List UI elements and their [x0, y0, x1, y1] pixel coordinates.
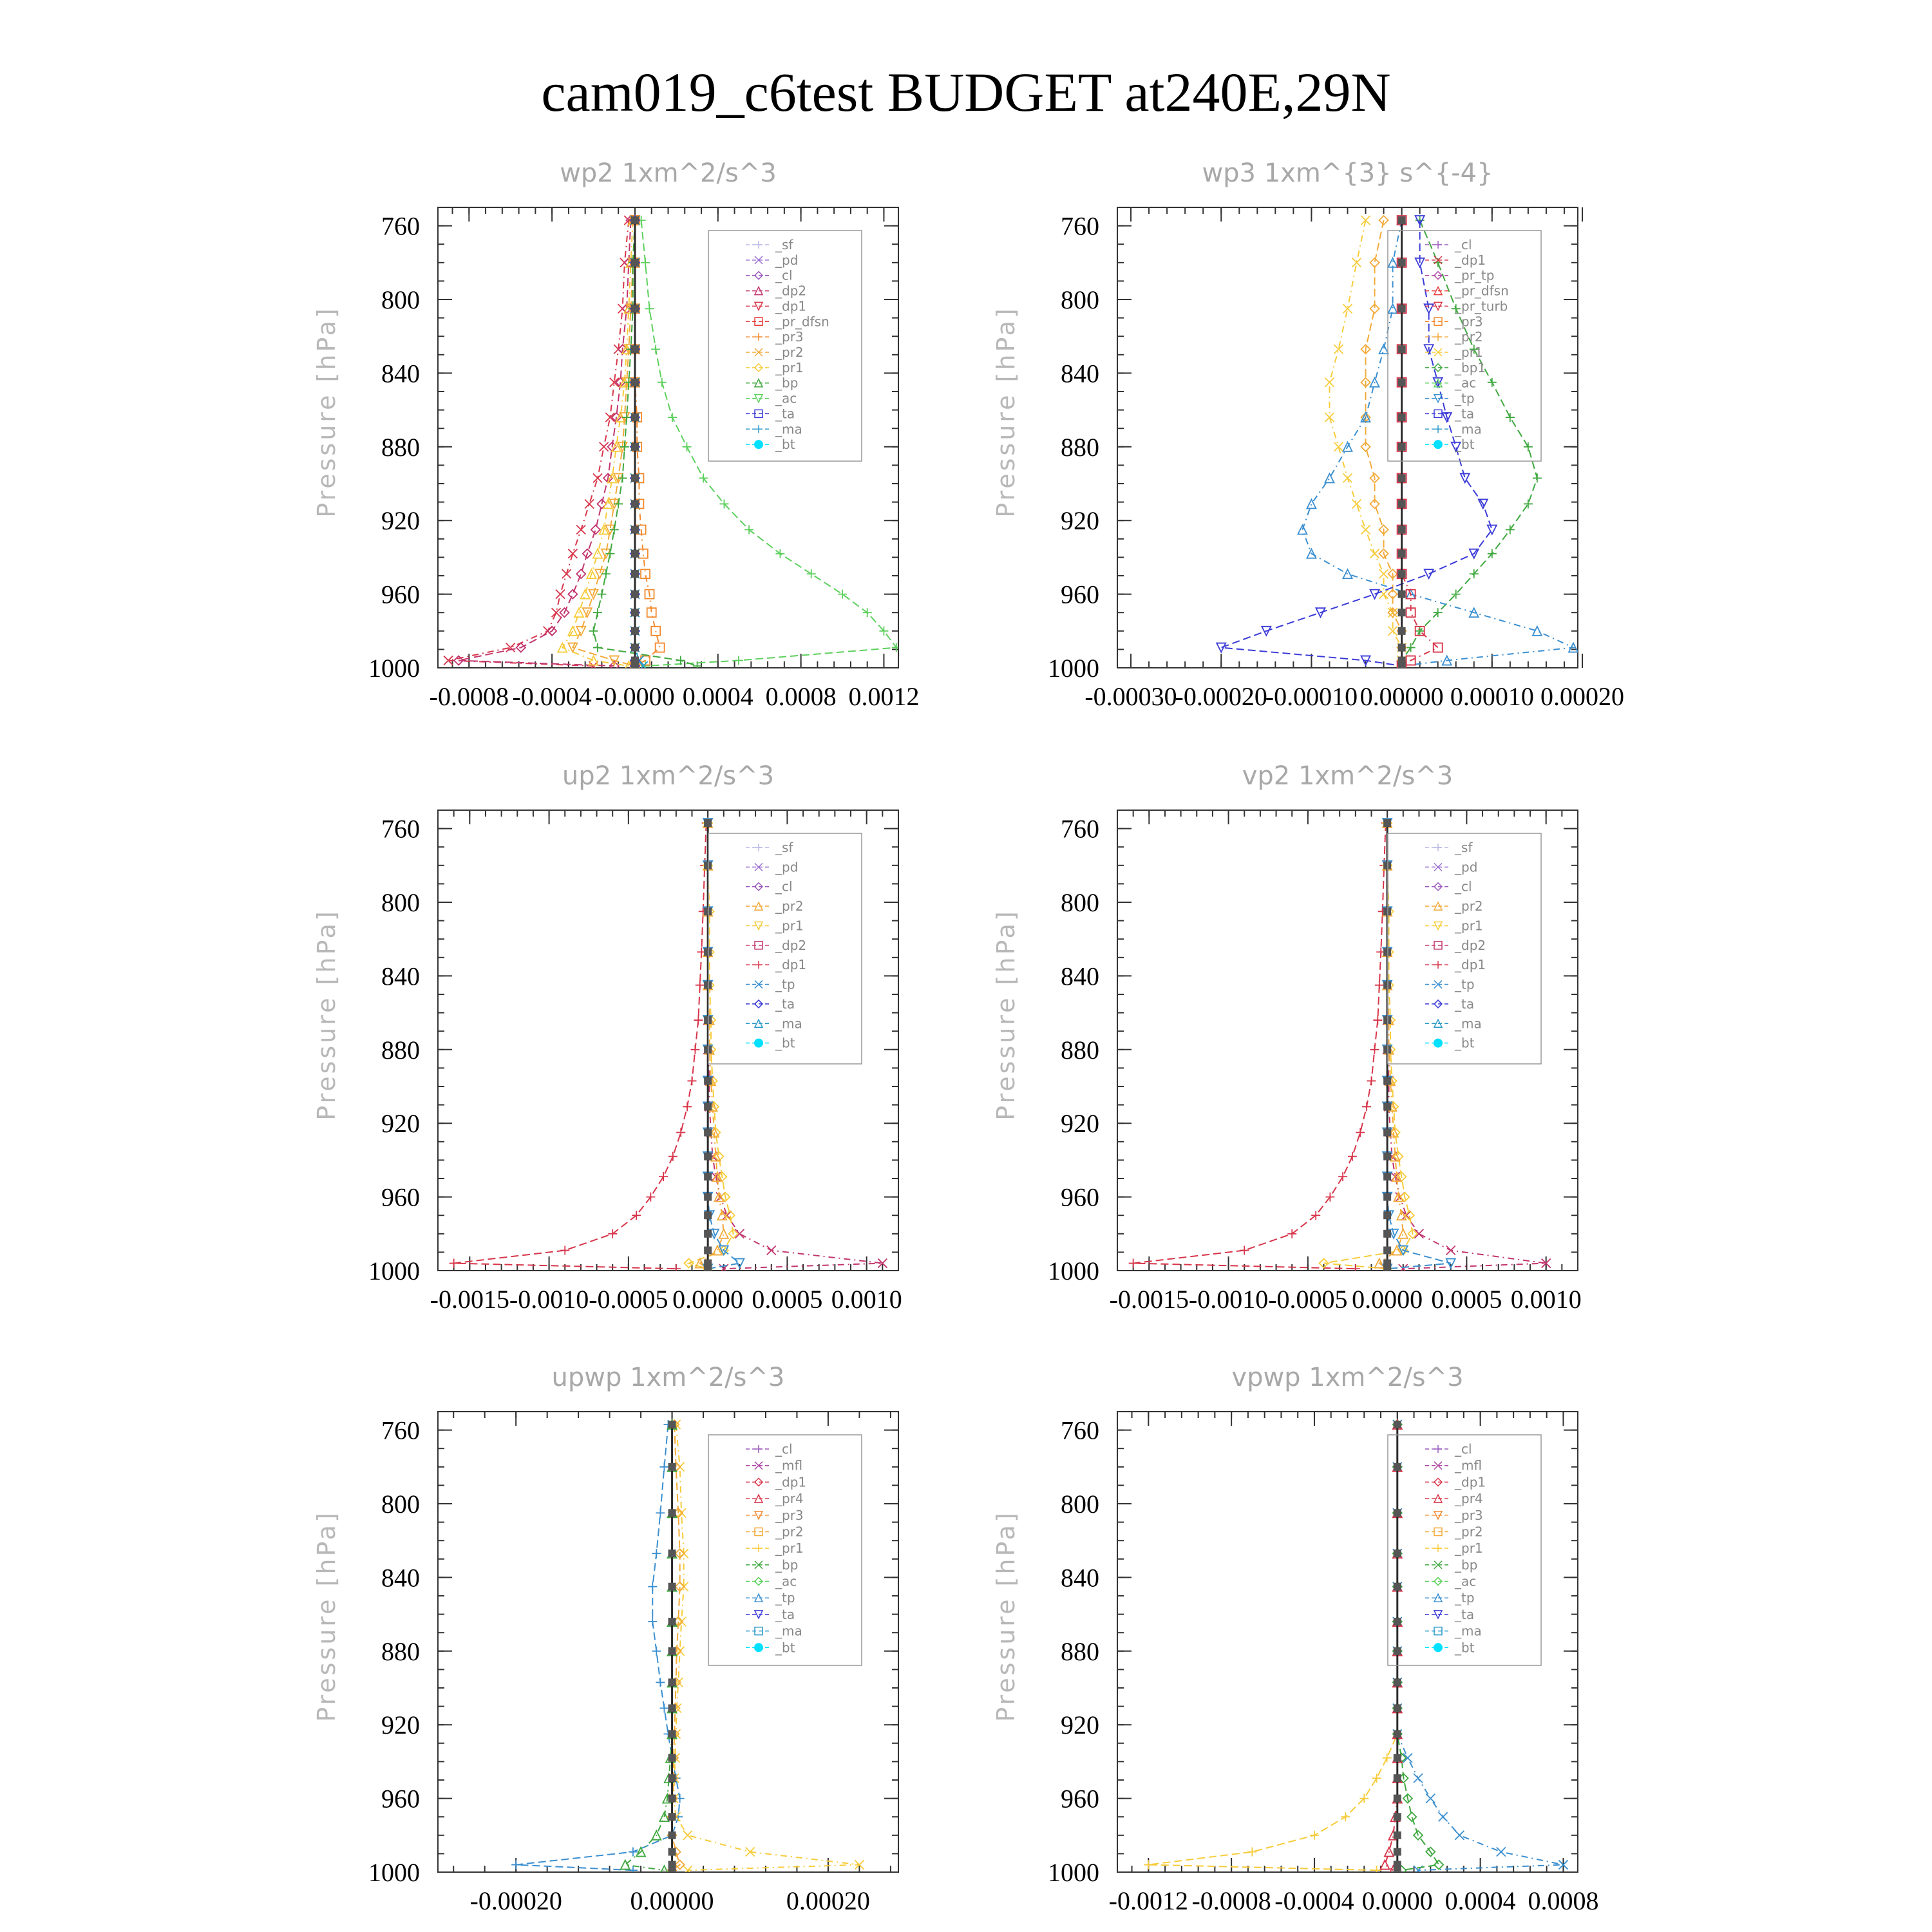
data-point	[1383, 1103, 1391, 1110]
data-point	[704, 1211, 712, 1219]
x-tick-label: -0.0012	[1108, 1886, 1188, 1915]
legend-label: _ta	[775, 406, 795, 422]
legend-label: _mfl	[1455, 1457, 1482, 1473]
legend-label: _pr3	[1455, 314, 1483, 330]
data-point	[631, 474, 639, 482]
y-tick-label: 960	[1061, 1784, 1099, 1814]
y-tick-label: 800	[381, 285, 420, 314]
legend-label: _cl	[775, 878, 793, 895]
legend-label: _ma	[775, 1016, 802, 1032]
legend-label: _pr_turb	[1455, 298, 1508, 314]
y-tick-label: 840	[1061, 359, 1099, 388]
y-tick-label: 840	[381, 961, 420, 991]
legend-label: _bp	[1455, 1557, 1478, 1573]
legend-label: _pr1	[1455, 918, 1483, 934]
x-tick-label: 0.0010	[1510, 1285, 1582, 1314]
data-point	[704, 862, 712, 869]
data-point	[704, 948, 712, 956]
legend-label: _dp2	[1455, 937, 1486, 953]
y-tick-label: 920	[1061, 1109, 1099, 1139]
data-point	[1394, 1730, 1401, 1738]
legend-label: _pr_dfsn	[1455, 283, 1509, 299]
data-point	[1383, 948, 1391, 956]
data-point	[1398, 216, 1406, 224]
data-point	[631, 413, 639, 421]
y-tick-label: 800	[1061, 1490, 1099, 1519]
data-point	[1383, 1153, 1391, 1160]
legend-marker	[1434, 1643, 1443, 1652]
legend-label: _pd	[775, 252, 799, 268]
legend-label: _pr2	[1455, 329, 1483, 345]
data-point	[1398, 591, 1406, 598]
y-tick-label: 800	[381, 1490, 420, 1519]
x-tick-label: -0.0015	[430, 1285, 509, 1314]
x-tick-label: -0.0005	[1268, 1285, 1348, 1314]
data-point	[1383, 1016, 1391, 1024]
data-point	[631, 305, 639, 312]
y-tick-label: 880	[381, 1035, 420, 1065]
legend-label: _ma	[775, 1623, 802, 1639]
data-point	[631, 644, 639, 652]
data-point	[1398, 379, 1406, 386]
y-tick-label: 1000	[1048, 654, 1099, 683]
legend-label: _ta	[1455, 406, 1475, 422]
legend-label: _pr1	[775, 918, 804, 934]
x-tick-label: -0.00010	[1265, 682, 1358, 711]
legend-label: _tp	[775, 976, 795, 992]
legend-label: _bt	[1455, 437, 1475, 453]
y-tick-label: 840	[381, 1563, 420, 1593]
data-point	[1398, 413, 1406, 421]
legend-label: _pr2	[1455, 898, 1483, 914]
y-tick-label: 1000	[368, 1858, 420, 1887]
x-tick-label: 0.0012	[848, 682, 920, 711]
data-point	[704, 1129, 712, 1137]
y-tick-label: 880	[1061, 1035, 1099, 1065]
data-point	[1394, 1463, 1401, 1471]
legend-label: _sf	[775, 840, 793, 855]
y-tick-label: 920	[1061, 506, 1099, 536]
data-point	[1394, 1704, 1401, 1712]
x-tick-label: 0.0004	[1444, 1886, 1516, 1915]
x-tick-label: 0.0005	[1431, 1285, 1502, 1314]
legend-label: _bp	[775, 1557, 799, 1573]
legend-label: _sf	[1455, 840, 1473, 855]
legend-label: _pr3	[1455, 1507, 1483, 1523]
y-tick-label: 840	[1061, 961, 1099, 991]
legend-label: _dp1	[775, 957, 807, 973]
legend-label: _bp1	[1455, 359, 1486, 375]
legend-label: _ta	[1455, 1606, 1475, 1622]
y-tick-label: 960	[381, 1784, 420, 1814]
legend-label: _tp	[1455, 976, 1475, 992]
data-point	[631, 500, 639, 507]
x-tick-label: -0.0010	[1188, 1285, 1269, 1314]
data-point	[1394, 1848, 1401, 1856]
data-point	[1398, 609, 1406, 616]
data-point	[668, 1813, 676, 1821]
legend-label: _dp1	[1455, 252, 1486, 268]
data-point	[1394, 1549, 1401, 1557]
data-point	[668, 1549, 676, 1557]
y-axis-label: Pressure [hPa]	[992, 909, 1020, 1121]
figure-title: cam019_c6test BUDGET at240E,29N	[541, 61, 1391, 123]
data-point	[1383, 1129, 1391, 1137]
data-point	[1383, 862, 1391, 869]
legend-label: _pr3	[775, 329, 804, 345]
data-point	[631, 591, 639, 598]
legend-label: _dp2	[775, 283, 807, 299]
y-axis-label: Pressure [hPa]	[312, 306, 341, 518]
data-point	[1383, 1211, 1391, 1219]
data-point	[1394, 1774, 1401, 1782]
data-point	[704, 1173, 712, 1180]
data-point	[631, 526, 639, 534]
y-tick-label: 960	[1061, 580, 1099, 609]
y-tick-label: 760	[381, 1416, 420, 1445]
legend-label: _bp	[775, 375, 799, 391]
legend-label: _pr4	[775, 1491, 804, 1507]
legend-label: _bt	[1455, 1035, 1475, 1051]
data-point	[1398, 627, 1406, 635]
data-point	[704, 1077, 712, 1084]
y-tick-label: 760	[381, 211, 420, 241]
data-point	[631, 443, 639, 451]
legend-marker	[1434, 440, 1443, 449]
data-point	[668, 1421, 676, 1428]
data-point	[704, 1153, 712, 1160]
x-tick-label: -0.00020	[469, 1886, 562, 1915]
y-tick-label: 960	[1061, 1182, 1099, 1212]
x-tick-label: -0.0008	[429, 682, 509, 711]
data-point	[1398, 474, 1406, 482]
y-axis-label: Pressure [hPa]	[312, 909, 341, 1121]
legend-label: _cl	[1455, 878, 1472, 895]
y-tick-label: 880	[381, 1636, 420, 1666]
legend-label: _pr4	[1455, 1491, 1483, 1507]
data-point	[1398, 345, 1406, 353]
data-point	[1398, 550, 1406, 558]
data-point	[631, 379, 639, 386]
data-point	[1394, 1618, 1401, 1625]
data-point	[1394, 1754, 1401, 1762]
data-point	[631, 627, 639, 635]
data-point	[668, 1704, 676, 1712]
y-tick-label: 840	[381, 359, 420, 388]
data-point	[1383, 907, 1391, 915]
x-tick-label: 0.0000	[1352, 1285, 1423, 1314]
legend-label: _pr2	[1455, 1524, 1483, 1540]
data-point	[1398, 644, 1406, 652]
legend-label: _bt	[775, 1640, 795, 1656]
legend-label: _dp1	[775, 298, 807, 314]
data-point	[668, 1647, 676, 1655]
legend-label: _bt	[775, 1035, 795, 1051]
legend-label: _mfl	[775, 1457, 803, 1473]
data-point	[631, 345, 639, 353]
panel-title: vp2 1xm^2/s^3	[1242, 761, 1454, 791]
x-tick-label: 0.00000	[1359, 682, 1444, 711]
data-point	[631, 259, 639, 267]
x-tick-label: -0.0008	[1191, 1886, 1271, 1915]
x-tick-label: 0.0008	[765, 682, 837, 711]
x-tick-label: 0.00020	[1540, 682, 1625, 711]
legend-label: _ac	[1455, 375, 1477, 391]
data-point	[1394, 1795, 1401, 1803]
legend-label: _pr3	[775, 1507, 804, 1523]
data-point	[1394, 1421, 1401, 1428]
data-point	[1383, 1173, 1391, 1180]
x-tick-label: -0.00020	[1175, 682, 1267, 711]
data-point	[668, 1730, 676, 1738]
y-tick-label: 800	[381, 888, 420, 917]
x-tick-label: -0.0004	[1274, 1886, 1354, 1915]
x-tick-label: -0.0015	[1109, 1285, 1189, 1314]
x-tick-label: 0.0010	[831, 1285, 902, 1314]
data-point	[1383, 1247, 1391, 1255]
legend-label: _pr_tp	[1455, 267, 1495, 283]
data-point	[668, 1774, 676, 1782]
legend-label: _cl	[1455, 237, 1472, 252]
y-tick-label: 920	[381, 1109, 420, 1139]
legend-label: _bt	[775, 437, 795, 453]
data-point	[704, 1247, 712, 1255]
data-point	[1383, 1077, 1391, 1084]
data-point	[1383, 1193, 1391, 1201]
legend-label: _ac	[775, 1573, 797, 1589]
data-point	[704, 1193, 712, 1201]
legend-label: _dp1	[775, 1474, 807, 1490]
x-tick-label: 0.0000	[1361, 1886, 1433, 1915]
data-point	[1383, 819, 1391, 827]
data-point	[668, 1678, 676, 1686]
legend-label: _sf	[775, 237, 793, 252]
legend-label: _pr2	[775, 345, 804, 360]
legend-label: _pr1	[1455, 1540, 1483, 1557]
data-point	[668, 1618, 676, 1625]
data-point	[1398, 526, 1406, 534]
legend-label: _tp	[1455, 1590, 1475, 1606]
legend-label: _cl	[1455, 1441, 1472, 1457]
y-tick-label: 760	[1061, 1416, 1099, 1445]
legend-label: _pd	[1455, 859, 1478, 875]
y-tick-label: 960	[381, 1182, 420, 1212]
legend-label: _ta	[775, 1606, 795, 1622]
data-point	[704, 1230, 712, 1238]
x-tick-label: -0.0004	[512, 682, 592, 711]
x-tick-label: 0.00010	[1450, 682, 1534, 711]
x-tick-label: 0.0000	[672, 1285, 744, 1314]
y-axis-label: Pressure [hPa]	[312, 1510, 341, 1722]
legend-label: _ma	[1455, 421, 1482, 437]
y-tick-label: 760	[381, 814, 420, 844]
panel-title: vpwp 1xm^2/s^3	[1231, 1363, 1464, 1392]
data-point	[704, 907, 712, 915]
panel-title: up2 1xm^2/s^3	[562, 761, 775, 791]
data-point	[1383, 1046, 1391, 1054]
y-tick-label: 920	[381, 1710, 420, 1740]
y-tick-label: 760	[1061, 814, 1099, 844]
y-tick-label: 920	[1061, 1710, 1099, 1740]
y-tick-label: 880	[1061, 1636, 1099, 1666]
legend-label: _ta	[1455, 996, 1475, 1012]
panel-title: upwp 1xm^2/s^3	[551, 1363, 785, 1392]
legend-marker	[1434, 1039, 1443, 1048]
data-point	[704, 1016, 712, 1024]
x-tick-label: -0.0000	[595, 682, 675, 711]
legend-label: _tp	[1455, 390, 1475, 406]
y-tick-label: 800	[1061, 285, 1099, 314]
y-tick-label: 1000	[368, 654, 420, 683]
data-point	[1383, 1230, 1391, 1238]
data-point	[704, 819, 712, 827]
legend-label: _ma	[1455, 1016, 1482, 1032]
legend-label: _pd	[775, 859, 799, 875]
x-tick-label: 0.00000	[630, 1886, 714, 1915]
data-point	[1398, 259, 1406, 267]
y-axis-label: Pressure [hPa]	[992, 1510, 1020, 1722]
data-point	[631, 570, 639, 578]
legend-label: _pr2	[775, 1524, 804, 1540]
legend-label: _pr2	[775, 898, 804, 914]
legend-label: _ac	[775, 390, 797, 406]
data-point	[1398, 443, 1406, 451]
legend-label: _cl	[775, 1441, 793, 1457]
panel-title: wp3 1xm^{3} s^{-4}	[1202, 158, 1493, 188]
y-tick-label: 880	[1061, 432, 1099, 462]
data-point	[1383, 981, 1391, 989]
y-tick-label: 920	[381, 506, 420, 536]
legend-label: _pr_dfsn	[775, 314, 829, 330]
legend-label: _pr1	[1455, 345, 1483, 360]
legend-marker	[754, 1643, 763, 1652]
legend-marker	[754, 440, 763, 449]
y-tick-label: 1000	[1048, 1858, 1099, 1887]
panel-title: wp2 1xm^2/s^3	[560, 158, 777, 188]
y-tick-label: 800	[1061, 888, 1099, 917]
data-point	[1394, 1832, 1401, 1839]
x-tick-label: -0.00030	[1084, 682, 1177, 711]
data-point	[668, 1463, 676, 1471]
legend-label: _cl	[775, 267, 793, 283]
y-tick-label: 960	[381, 580, 420, 609]
legend-label: _pr1	[775, 359, 804, 375]
data-point	[1394, 1647, 1401, 1655]
data-point	[631, 550, 639, 558]
legend-label: _ta	[775, 996, 795, 1012]
legend-label: _dp1	[1455, 1474, 1486, 1490]
y-tick-label: 760	[1061, 211, 1099, 241]
data-point	[668, 1795, 676, 1803]
y-tick-label: 1000	[368, 1256, 420, 1285]
y-tick-label: 1000	[1048, 1256, 1099, 1285]
x-tick-label: 0.00020	[786, 1886, 870, 1915]
legend-label: _pr1	[775, 1540, 804, 1557]
data-point	[1398, 570, 1406, 578]
legend-label: _dp1	[1455, 957, 1486, 973]
data-point	[704, 1103, 712, 1110]
data-point	[1394, 1583, 1401, 1591]
x-tick-label: 0.0005	[752, 1285, 823, 1314]
y-tick-label: 840	[1061, 1563, 1099, 1593]
data-point	[668, 1754, 676, 1762]
data-point	[1394, 1509, 1401, 1517]
data-point	[1394, 1813, 1401, 1821]
data-point	[704, 981, 712, 989]
legend-label: _ac	[1455, 1573, 1477, 1589]
data-point	[704, 1046, 712, 1054]
data-point	[631, 216, 639, 224]
data-point	[1394, 1678, 1401, 1686]
y-axis-label: Pressure [hPa]	[992, 306, 1020, 518]
legend-marker	[754, 1039, 763, 1048]
data-point	[1398, 500, 1406, 507]
legend-label: _tp	[775, 1590, 795, 1606]
data-point	[1398, 305, 1406, 312]
x-tick-label: -0.0010	[509, 1285, 589, 1314]
data-point	[668, 1509, 676, 1517]
y-tick-label: 880	[381, 432, 420, 462]
legend-label: _ma	[1455, 1623, 1482, 1639]
data-point	[668, 1583, 676, 1591]
legend-label: _bt	[1455, 1640, 1475, 1656]
data-point	[631, 609, 639, 616]
x-tick-label: -0.0005	[589, 1285, 668, 1314]
legend-label: _dp2	[775, 937, 807, 953]
legend-label: _ma	[775, 421, 802, 437]
data-point	[668, 1848, 676, 1856]
data-point	[668, 1832, 676, 1839]
x-tick-label: 0.0008	[1528, 1886, 1599, 1915]
x-tick-label: 0.0004	[682, 682, 753, 711]
